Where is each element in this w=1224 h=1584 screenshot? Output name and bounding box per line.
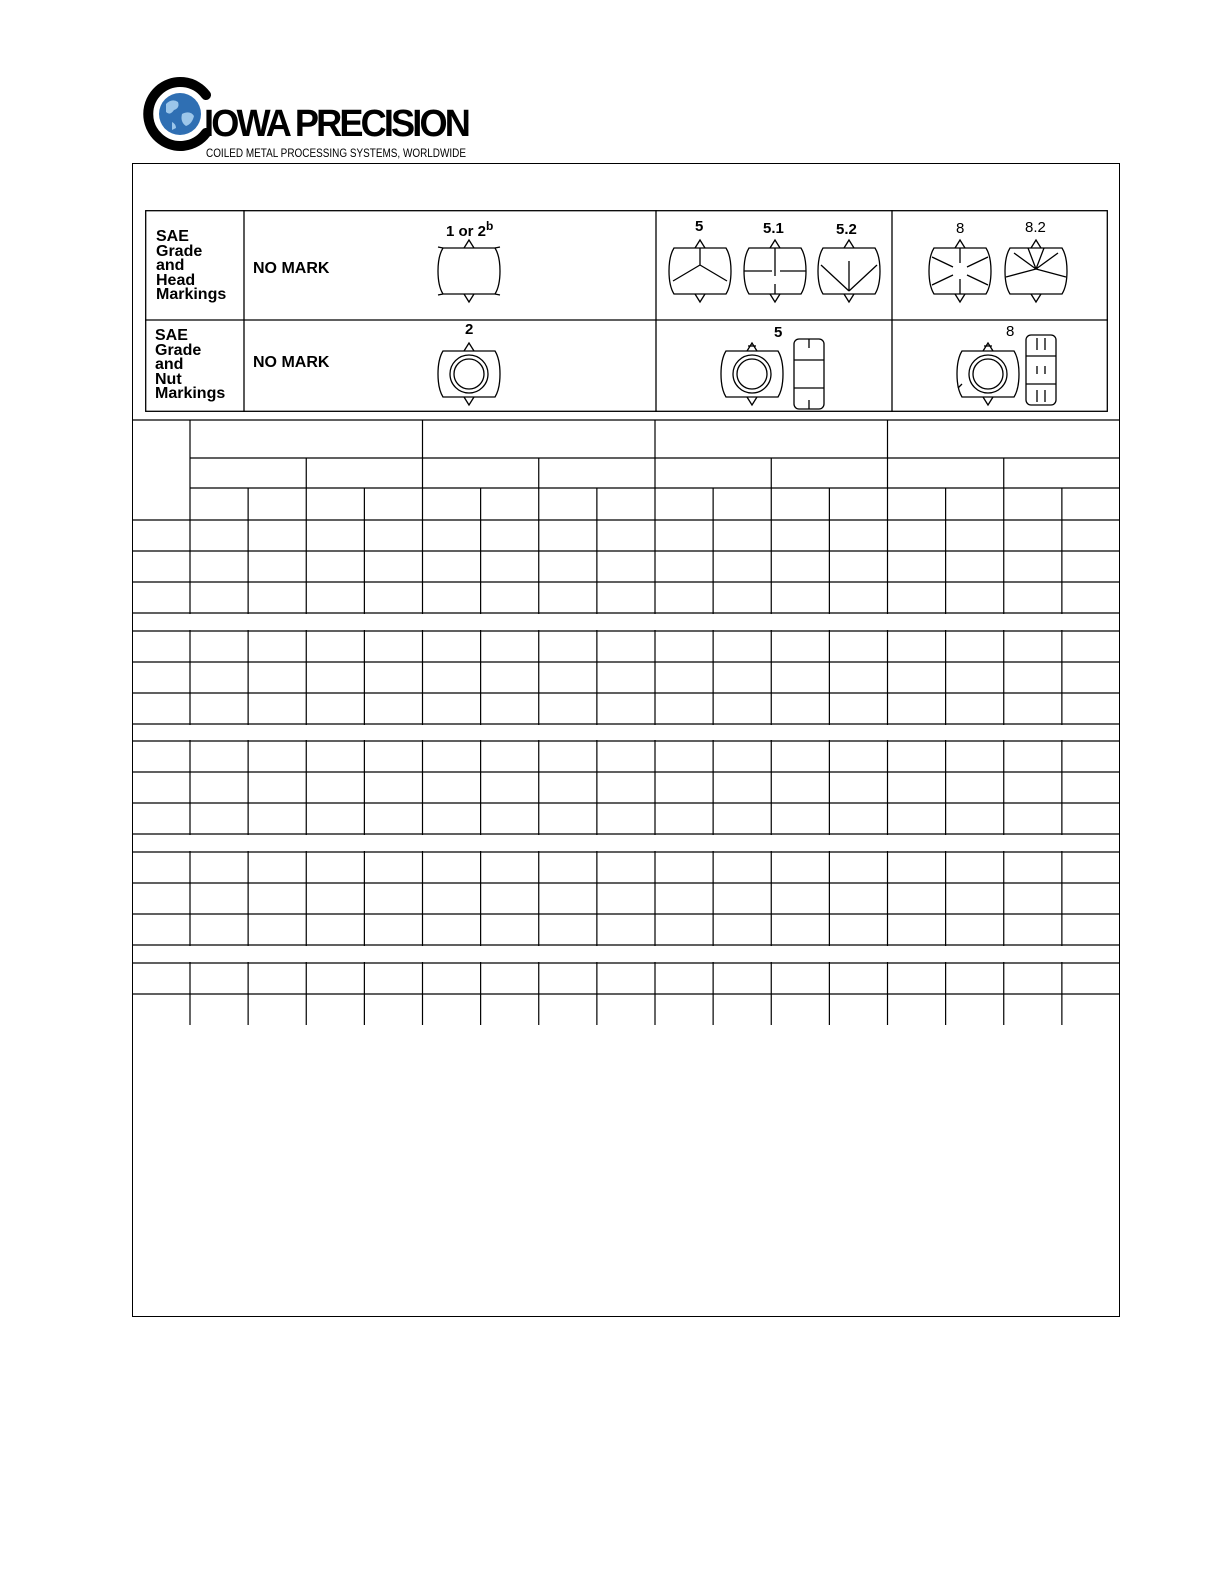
grid-gap-strip	[133, 946, 1119, 962]
grid-gap-strip	[133, 835, 1119, 851]
markings-drawing	[145, 210, 1108, 412]
nut-side-grade-8-icon	[1026, 335, 1056, 405]
grade-label-8-2: 8.2	[1025, 219, 1046, 236]
nut-grade-label-8: 8	[1006, 323, 1015, 340]
head-no-mark-text: NO MARK	[253, 260, 330, 277]
hex-nut-grade-5-icon	[721, 343, 783, 405]
hex-head-grade-8-2-icon	[1005, 240, 1067, 302]
grade-label-8: 8	[956, 220, 965, 237]
logo-wordmark: IOWA PRECISION	[204, 103, 469, 145]
hex-nut-grade-2-icon	[438, 343, 500, 405]
hex-head-grade-5-2-icon	[818, 240, 880, 302]
nut-grade-label-5: 5	[774, 324, 783, 341]
torque-grid	[132, 420, 1120, 1025]
logo-tagline: COILED METAL PROCESSING SYSTEMS, WORLDWIDE	[206, 148, 467, 160]
hex-head-grade-8-icon	[929, 240, 991, 302]
iowa-precision-logo	[138, 66, 473, 162]
nut-no-mark-text: NO MARK	[253, 354, 330, 371]
hex-nut-grade-8-icon	[957, 343, 1019, 405]
grade-label-5-2: 5.2	[836, 221, 857, 238]
hex-head-grade-5-icon	[669, 240, 731, 302]
hex-head-grade-5-1-icon	[744, 240, 806, 302]
grade-label-5: 5	[695, 218, 704, 235]
nut-side-grade-5-icon	[794, 339, 824, 409]
grid-gap-strip	[133, 614, 1119, 630]
grade-label-5-1: 5.1	[763, 220, 784, 237]
nut-markings-label: SAE Grade and Nut Markings	[155, 327, 226, 403]
sae-markings-table	[145, 210, 1108, 412]
grid-gap-strip	[133, 725, 1119, 740]
globe-icon	[148, 82, 206, 146]
head-markings-label: SAE Grade and Head Markings	[156, 228, 227, 304]
nut-grade-label-2: 2	[465, 321, 474, 338]
grade-label-1-or-2: 1 or 2$^b$	[446, 219, 494, 240]
hex-head-plain-icon	[438, 240, 500, 302]
